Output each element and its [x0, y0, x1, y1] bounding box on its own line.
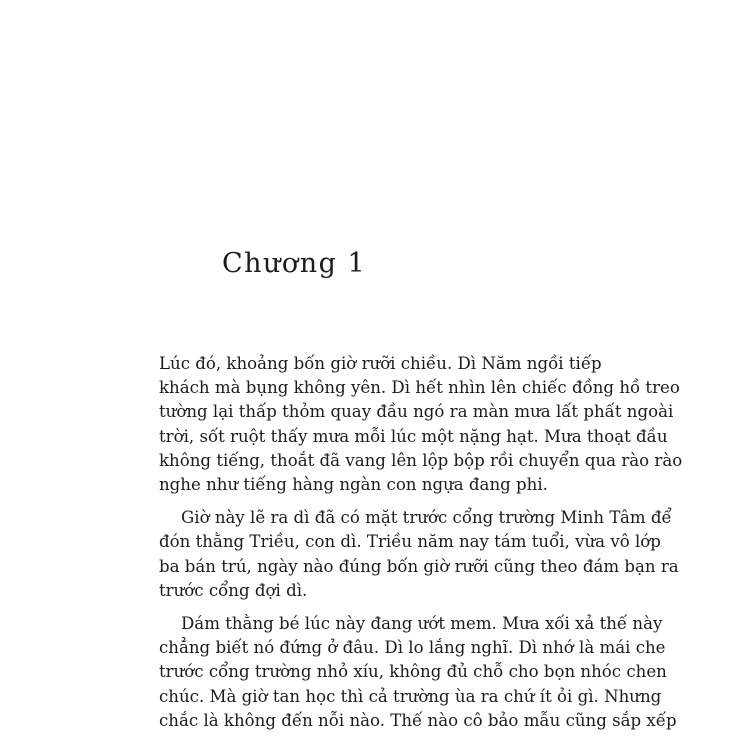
chapter-body — [159, 352, 683, 742]
text-line: khách mà bụng không yên. Dì hết nhìn lên chiếc đồng hồ treo — [159, 378, 680, 398]
text-line: chắc là không đến nỗi nào. Thế nào cô bảo mẫu cũng sắp xếp — [159, 710, 677, 730]
paragraph-3 — [159, 612, 677, 733]
paragraph-1 — [159, 352, 683, 497]
chapter-title: Chương 1 — [222, 248, 367, 279]
text-line: trước cổng trường nhỏ xíu, không đủ chỗ cho bọn nhóc chen — [159, 662, 667, 682]
text-line: trời, sốt ruột thấy mưa mỗi lúc một nặng hạt. Mưa thoạt đầu — [159, 426, 668, 446]
text-line: trước cổng đợi dì. — [159, 580, 308, 600]
text-line: chúc. Mà giờ tan học thì cả trường ùa ra chứ ít ỏi gì. Nhưng — [159, 686, 662, 706]
text-line: không tiếng, thoắt đã vang lên lộp bộp rồi chuyển qua rào rào — [159, 450, 683, 470]
text-line: Giờ này lẽ ra dì đã có mặt trước cổng trường Minh Tâm để — [181, 508, 672, 528]
text-line: đón thằng Triều, con dì. Triều năm nay tám tuổi, vừa vô lớp — [159, 532, 661, 552]
paragraph-2 — [159, 506, 679, 603]
text-line: tường lại thấp thỏm quay đầu ngó ra màn mưa lất phất ngoài — [159, 402, 674, 422]
text-line: ba bán trú, ngày nào đúng bốn giờ rưỡi cũng theo đám bạn ra — [159, 556, 679, 576]
text-line: chẳng biết nó đứng ở đâu. Dì lo lắng nghĩ. Dì nhớ là mái che — [159, 638, 666, 658]
text-line: Dám thằng bé lúc này đang ướt mem. Mưa xối xả thế này — [181, 614, 663, 634]
text-line: nghe như tiếng hàng ngàn con ngựa đang phi. — [159, 475, 548, 495]
text-line: Lúc đó, khoảng bốn giờ rưỡi chiều. Dì Năm ngồi tiếp — [159, 354, 602, 373]
